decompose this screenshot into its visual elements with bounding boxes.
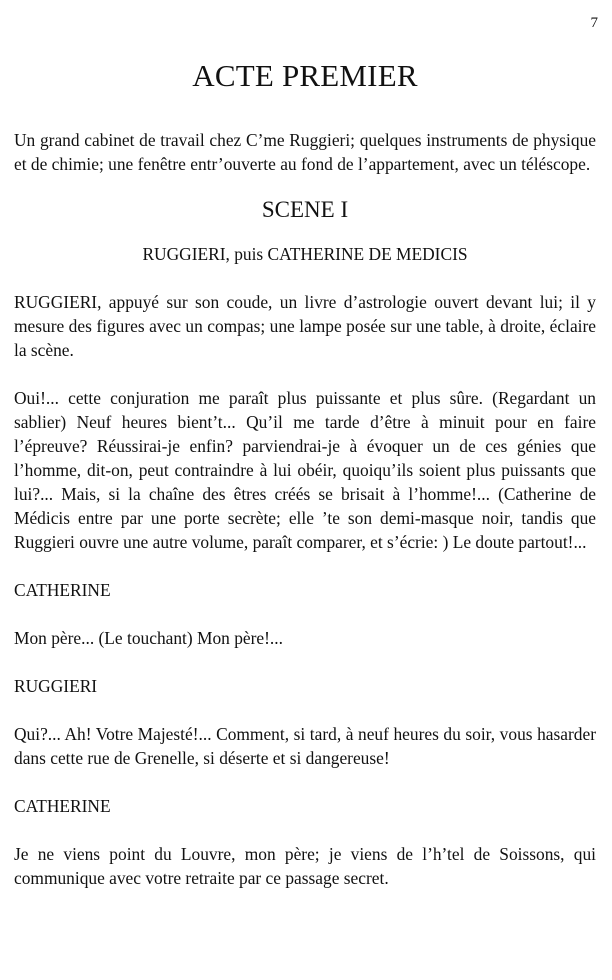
speaker-name: CATHERINE — [14, 580, 111, 600]
stage-direction: RUGGIERI, appuyé sur son coude, un livre d’astrologie ouvert devant lui; il y mesure des figures avec un compas; une lampe posée sur une table, à droite, éclaire la scène. — [14, 292, 596, 360]
page-number: 7 — [590, 15, 598, 31]
page-content — [14, 58, 596, 914]
speech-text: Qui?... Ah! Votre Majesté!... Comment, si tard, à neuf heures du soir, vous hasarder dans cette rue de Grenelle, si déserte et si dangereuse! — [14, 724, 596, 768]
act-title: ACTE PREMIER — [192, 58, 418, 93]
speaker-name: CATHERINE — [14, 796, 111, 816]
speaker-name: RUGGIERI — [14, 676, 98, 696]
scene-title: SCENE I — [261, 197, 349, 222]
speech-text: Je ne viens point du Louvre, mon père; je viens de l’h’tel de Soissons, qui communique avec votre retraite par ce passage secret. — [14, 844, 596, 888]
setting-description: Un grand cabinet de travail chez C’me Ruggieri; quelques instruments de physique et de chimie; une fenêtre entr’ouverte au fond de l’appartement, avec un téléscope. — [14, 130, 596, 174]
scene-characters: RUGGIERI, puis CATHERINE DE MEDICIS — [142, 244, 468, 264]
speech-text: Mon père... (Le touchant) Mon père!... — [14, 628, 283, 648]
speech-text: Oui!... cette conjuration me paraît plus puissante et plus sûre. (Regardant un sablier) Neuf heures bient’t... Qu’il me tarde d’être à minuit pour en faire l’épreuve? Réussirai-je enfin? parviendrai-je à évoquer un de ces génies que l’homme, dit-on, peut contraindre à lui obéir, quoiqu’ils soient plus puissants que lui?... Mais, si la chaîne des êtres créés se brisait à l’homme!... (Catherine de Médicis entre par une porte secrète; elle ’te son demi-masque noir, tandis que Ruggieri ouvre une autre volume, paraît comparer, et s’écrie: ) Le doute partout!... — [14, 388, 596, 552]
